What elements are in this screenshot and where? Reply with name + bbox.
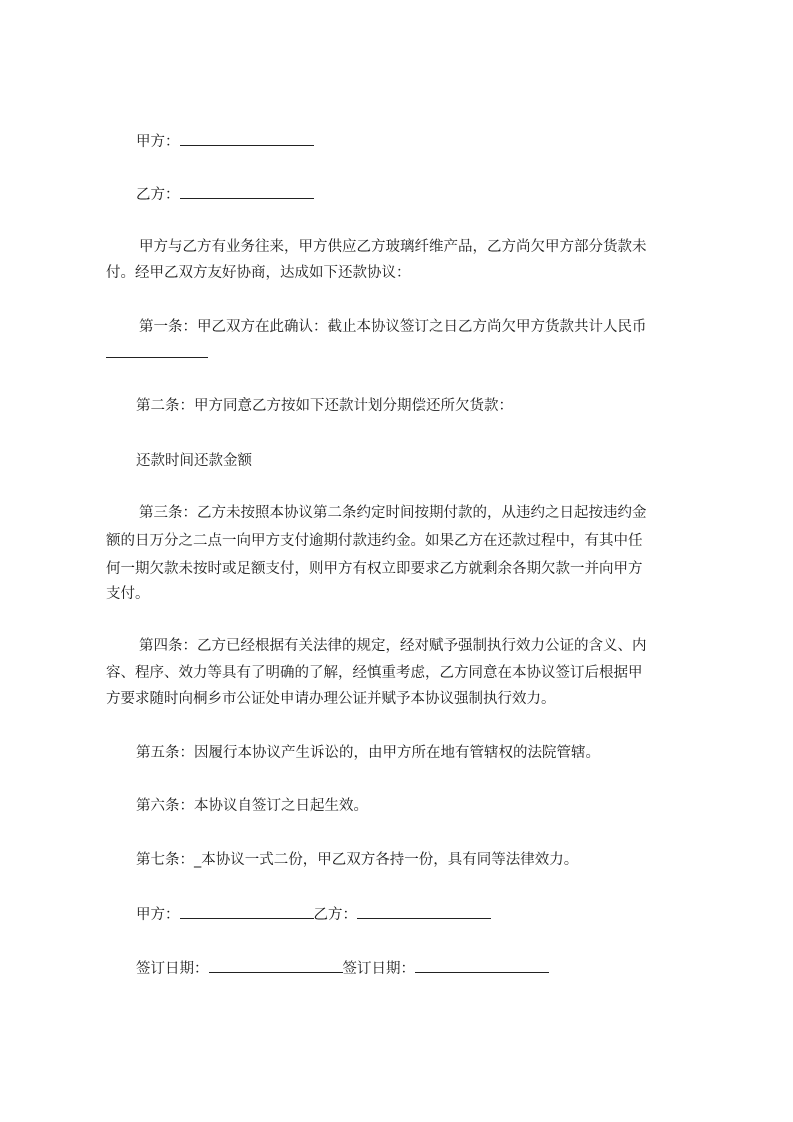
article-2: 第二条：甲方同意乙方按如下还款计划分期偿还所欠货款：: [136, 398, 513, 414]
signature-party-b-blank[interactable]: [357, 904, 491, 919]
article-3-line-1: 第三条：乙方未按照本协议第二条约定时间按期付款的，从违约之日起按违约金: [139, 505, 647, 521]
signature-party-a-label: 甲方：: [136, 907, 180, 923]
party-b-blank[interactable]: [180, 184, 314, 199]
party-b-label: 乙方：: [136, 187, 180, 203]
signature-line: [136, 904, 491, 925]
article-4-line-1: 第四条：乙方已经根据有关法律的规定，经对赋予强制执行效力公证的含义、内: [139, 638, 647, 654]
signature-party-b-label: 乙方：: [313, 907, 357, 923]
article-1-amount-line: [106, 343, 208, 364]
article-4-line-2: 容、程序、效力等具有了明确的了解，经慎重考虑，乙方同意在本协议签订后根据甲: [106, 665, 643, 681]
intro-line-2: 付。经甲乙双方友好协商，达成如下还款协议：: [106, 265, 411, 281]
signature-party-a-blank[interactable]: [180, 904, 314, 919]
article-3-line-4: 支付。: [106, 586, 150, 602]
date-a-blank[interactable]: [209, 958, 343, 973]
repayment-table-header: 还款时间还款金额: [136, 453, 252, 469]
amount-blank[interactable]: [106, 343, 208, 358]
party-a-line: [136, 131, 314, 152]
intro-line-1: 甲方与乙方有业务往来，甲方供应乙方玻璃纤维产品，乙方尚欠甲方部分货款未: [139, 239, 647, 255]
date-label-b: 签订日期：: [342, 961, 415, 977]
party-a-label: 甲方：: [136, 134, 180, 150]
article-1-line-1: 第一条：甲乙双方在此确认：截止本协议签订之日乙方尚欠甲方货款共计人民币: [139, 319, 647, 335]
article-3-line-3: 何一期欠款未按时或足额支付，则甲方有权立即要求乙方就剩余各期欠款一并向甲方: [106, 561, 643, 577]
article-6: 第六条：本协议自签订之日起生效。: [136, 798, 368, 814]
party-a-blank[interactable]: [180, 131, 314, 146]
date-b-blank[interactable]: [415, 958, 549, 973]
article-3-line-2: 额的日万分之二点一向甲方支付逾期付款违约金。如果乙方在还款过程中，有其中任: [106, 533, 643, 549]
article-7: 第七条：_本协议一式二份，甲乙双方各持一份，具有同等法律效力。: [136, 852, 579, 868]
party-b-line: [136, 184, 314, 205]
date-label-a: 签订日期：: [136, 961, 209, 977]
date-line: [136, 958, 549, 979]
article-5: 第五条：因履行本协议产生诉讼的，由甲方所在地有管辖权的法院管辖。: [136, 745, 600, 761]
article-4-line-3: 方要求随时向桐乡市公证处申请办理公证并赋予本协议强制执行效力。: [106, 691, 556, 707]
